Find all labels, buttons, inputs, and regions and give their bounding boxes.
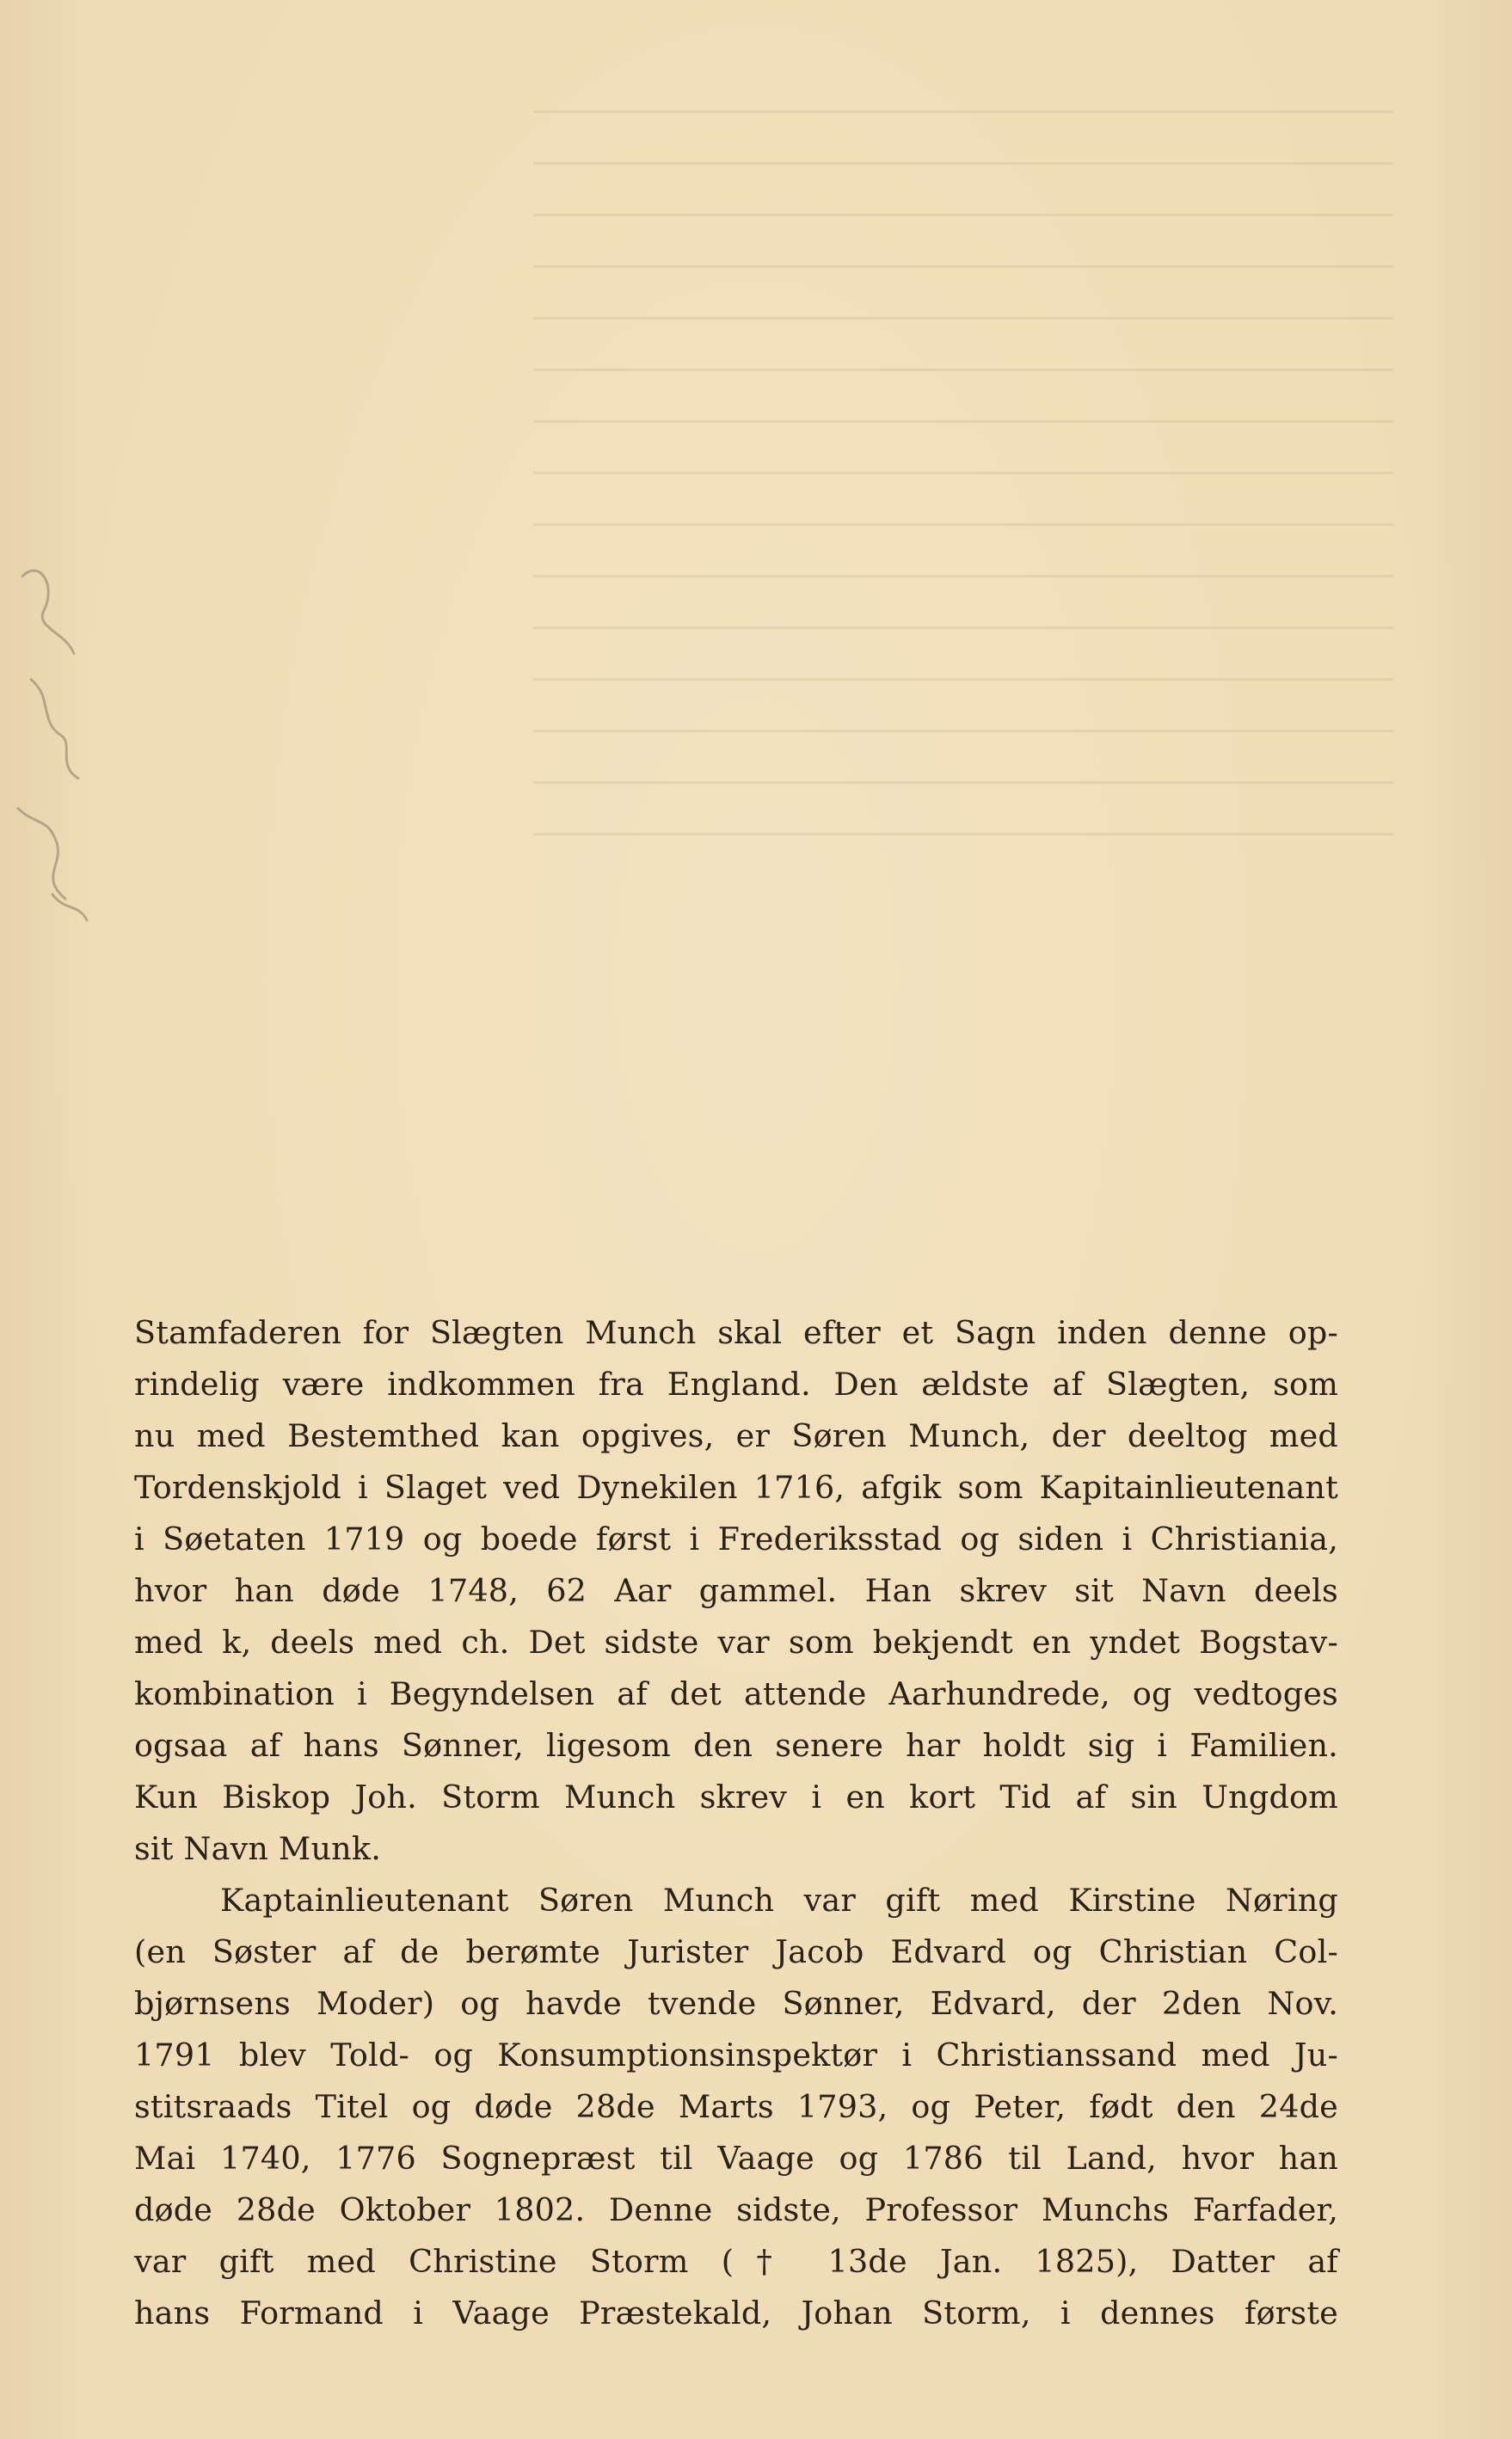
reverse-side-bleed-through xyxy=(533,77,1393,894)
text-line: nu med Bestemthed kan opgives, er Søren Munch, der deeltog med xyxy=(134,1417,1338,1454)
text-line: 1791 blev Told- og Konsumptionsinspektør i Christianssand med Ju- xyxy=(134,2037,1338,2073)
body-text xyxy=(134,1307,1338,2339)
text-line: døde 28de Oktober 1802. Denne sidste, Professor Munchs Farfader, xyxy=(134,2191,1338,2228)
text-line: (en Søster af de berømte Jurister Jacob Edvard og Christian Col- xyxy=(134,1933,1338,1970)
text-line: Stamfaderen for Slægten Munch skal efter et Sagn inden denne op- xyxy=(134,1314,1338,1351)
text-line: Tordenskjold i Slaget ved Dynekilen 1716, afgik som Kapitainlieutenant xyxy=(134,1469,1338,1506)
text-line: hvor han døde 1748, 62 Aar gammel. Han skrev sit Navn deels xyxy=(134,1572,1338,1609)
text-line: hans Formand i Vaage Præstekald, Johan Storm, i dennes første xyxy=(134,2295,1338,2331)
text-line: Mai 1740, 1776 Sognepræst til Vaage og 1786 til Land, hvor han xyxy=(134,2140,1338,2177)
paragraph-1 xyxy=(134,1307,1338,1875)
text-line: i Søetaten 1719 og boede først i Frederiksstad og siden i Christiania, xyxy=(134,1521,1338,1557)
paragraph-2 xyxy=(134,1875,1338,2339)
text-line: stitsraads Titel og døde 28de Marts 1793, og Peter, født den 24de xyxy=(134,2088,1338,2125)
text-line: Kun Biskop Joh. Storm Munch skrev i en kort Tid af sin Ungdom xyxy=(134,1779,1338,1815)
text-line: sit Navn Munk. xyxy=(134,1830,382,1867)
text-line: rindelig være indkommen fra England. Den ældste af Slægten, som xyxy=(134,1366,1338,1403)
pencil-margin-mark xyxy=(5,550,100,929)
text-line: bjørnsens Moder) og havde tvende Sønner, Edvard, der 2den Nov. xyxy=(134,1985,1338,2022)
text-line: Kaptainlieutenant Søren Munch var gift med Kirstine Nøring xyxy=(220,1882,1338,1919)
text-line: var gift med Christine Storm († 13de Jan. 1825), Datter af xyxy=(134,2243,1338,2280)
text-line: ogsaa af hans Sønner, ligesom den senere har holdt sig i Familien. xyxy=(134,1727,1338,1764)
text-line: kombination i Begyndelsen af det attende Aarhundrede, og vedtoges xyxy=(134,1675,1338,1712)
text-line: med k, deels med ch. Det sidste var som bekjendt en yndet Bogstav- xyxy=(134,1624,1338,1661)
